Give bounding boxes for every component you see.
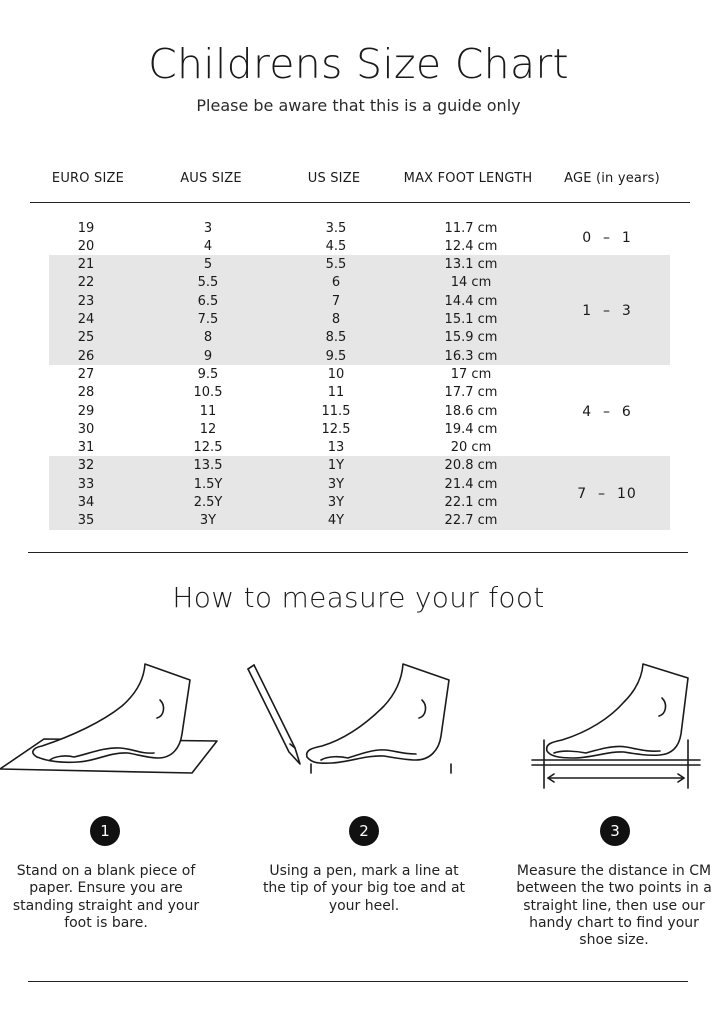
- footer-rule: [28, 981, 688, 982]
- cell-euro-size: 30: [77, 421, 95, 437]
- header-max-foot-length: MAX FOOT LENGTH: [403, 171, 533, 186]
- cell-euro-size: 34: [77, 495, 95, 510]
- age-group-label: 7 – 10: [577, 486, 637, 502]
- cell-us-size: 4.5: [325, 238, 347, 254]
- cell-max-foot-length: 14.4 cm: [444, 293, 498, 309]
- cell-us-size: 6: [331, 275, 341, 291]
- cell-aus-size: 7.5: [197, 312, 219, 327]
- step-3-badge: 3: [600, 816, 630, 846]
- cell-euro-size: 24: [77, 312, 95, 327]
- header-us-size: US SIZE: [307, 171, 361, 186]
- cell-max-foot-length: 17 cm: [450, 366, 492, 382]
- cell-euro-size: 35: [77, 513, 95, 529]
- cell-aus-size: 6.5: [197, 293, 219, 309]
- cell-euro-size: 19: [77, 220, 95, 236]
- cell-us-size: 4Y: [327, 513, 345, 529]
- cell-euro-size: 23: [77, 293, 95, 309]
- cell-max-foot-length: 14 cm: [450, 275, 492, 291]
- cell-aus-size: 9.5: [197, 366, 219, 382]
- cell-us-size: 11: [327, 385, 345, 401]
- header-aus-size: AUS SIZE: [180, 171, 242, 186]
- cell-max-foot-length: 16.3 cm: [444, 348, 498, 364]
- cell-us-size: 13: [327, 440, 345, 456]
- step-1-badge: 1: [90, 816, 120, 846]
- age-group-label: 4 – 6: [582, 403, 632, 420]
- step-3-text: Measure the distance in CM between the two points in a straight line, then use our handy chart to find your shoe size.: [516, 863, 712, 949]
- cell-max-foot-length: 22.7 cm: [444, 513, 498, 529]
- cell-euro-size: 27: [77, 366, 95, 382]
- cell-max-foot-length: 19.4 cm: [444, 421, 498, 437]
- age-group-label: 0 – 1: [582, 229, 632, 246]
- cell-aus-size: 8: [203, 330, 213, 346]
- cell-max-foot-length: 11.7 cm: [444, 220, 498, 236]
- step-1-text: Stand on a blank piece of paper. Ensure you are standing straight and your foot is bare.: [12, 863, 200, 931]
- cell-us-size: 1Y: [327, 458, 345, 474]
- cell-max-foot-length: 15.1 cm: [444, 312, 498, 327]
- cell-aus-size: 12: [199, 421, 217, 437]
- table-header-rule: [30, 202, 690, 203]
- cell-euro-size: 21: [77, 257, 95, 273]
- cell-euro-size: 28: [77, 385, 95, 401]
- cell-euro-size: 33: [77, 476, 95, 492]
- cell-aus-size: 3: [203, 220, 213, 236]
- cell-aus-size: 1.5Y: [193, 476, 223, 492]
- cell-aus-size: 12.5: [193, 440, 223, 456]
- table-bottom-rule: [28, 552, 688, 553]
- cell-max-foot-length: 15.9 cm: [444, 330, 498, 346]
- cell-us-size: 3Y: [327, 495, 345, 510]
- cell-euro-size: 31: [77, 440, 95, 456]
- cell-aus-size: 4: [203, 238, 213, 254]
- cell-euro-size: 29: [77, 403, 95, 419]
- cell-us-size: 9.5: [325, 348, 347, 364]
- header-euro-size: EURO SIZE: [51, 171, 125, 186]
- cell-euro-size: 26: [77, 348, 95, 364]
- cell-aus-size: 2.5Y: [193, 495, 223, 510]
- cell-us-size: 8: [331, 312, 341, 327]
- measuring-distance-illustration: [520, 660, 710, 795]
- cell-euro-size: 32: [77, 458, 95, 474]
- cell-euro-size: 20: [77, 238, 95, 254]
- cell-aus-size: 13.5: [193, 458, 223, 474]
- cell-us-size: 5.5: [325, 257, 347, 273]
- cell-max-foot-length: 22.1 cm: [444, 495, 498, 510]
- cell-aus-size: 3Y: [199, 513, 217, 529]
- age-group-label: 1 – 3: [582, 303, 632, 319]
- header-age: AGE (in years): [564, 171, 660, 186]
- cell-max-foot-length: 12.4 cm: [444, 238, 498, 254]
- section-title-how-to-measure: How to measure your foot: [172, 581, 545, 614]
- cell-max-foot-length: 20 cm: [450, 440, 492, 456]
- cell-euro-size: 25: [77, 330, 95, 346]
- cell-aus-size: 9: [203, 348, 213, 364]
- cell-aus-size: 10.5: [193, 385, 223, 401]
- cell-max-foot-length: 18.6 cm: [444, 403, 498, 419]
- cell-us-size: 8.5: [325, 330, 347, 346]
- cell-us-size: 12.5: [321, 421, 351, 437]
- cell-max-foot-length: 17.7 cm: [444, 385, 498, 401]
- cell-us-size: 10: [327, 366, 345, 382]
- cell-us-size: 3.5: [325, 220, 347, 236]
- step-2-text: Using a pen, mark a line at the tip of your big toe and at your heel.: [262, 863, 466, 914]
- page-title: Childrens Size Chart: [148, 40, 569, 88]
- cell-euro-size: 22: [77, 275, 95, 291]
- step-2-badge: 2: [349, 816, 379, 846]
- cell-max-foot-length: 13.1 cm: [444, 257, 498, 273]
- cell-max-foot-length: 20.8 cm: [444, 458, 498, 474]
- cell-us-size: 3Y: [327, 476, 345, 492]
- cell-aus-size: 5.5: [197, 275, 219, 291]
- cell-us-size: 11.5: [321, 403, 351, 419]
- cell-aus-size: 5: [203, 257, 213, 273]
- pen-marking-illustration: [240, 660, 470, 780]
- cell-aus-size: 11: [199, 403, 217, 419]
- cell-max-foot-length: 21.4 cm: [444, 476, 498, 492]
- page-subtitle: Please be aware that this is a guide only: [196, 96, 521, 115]
- foot-on-paper-illustration: [0, 660, 230, 780]
- cell-us-size: 7: [331, 293, 341, 309]
